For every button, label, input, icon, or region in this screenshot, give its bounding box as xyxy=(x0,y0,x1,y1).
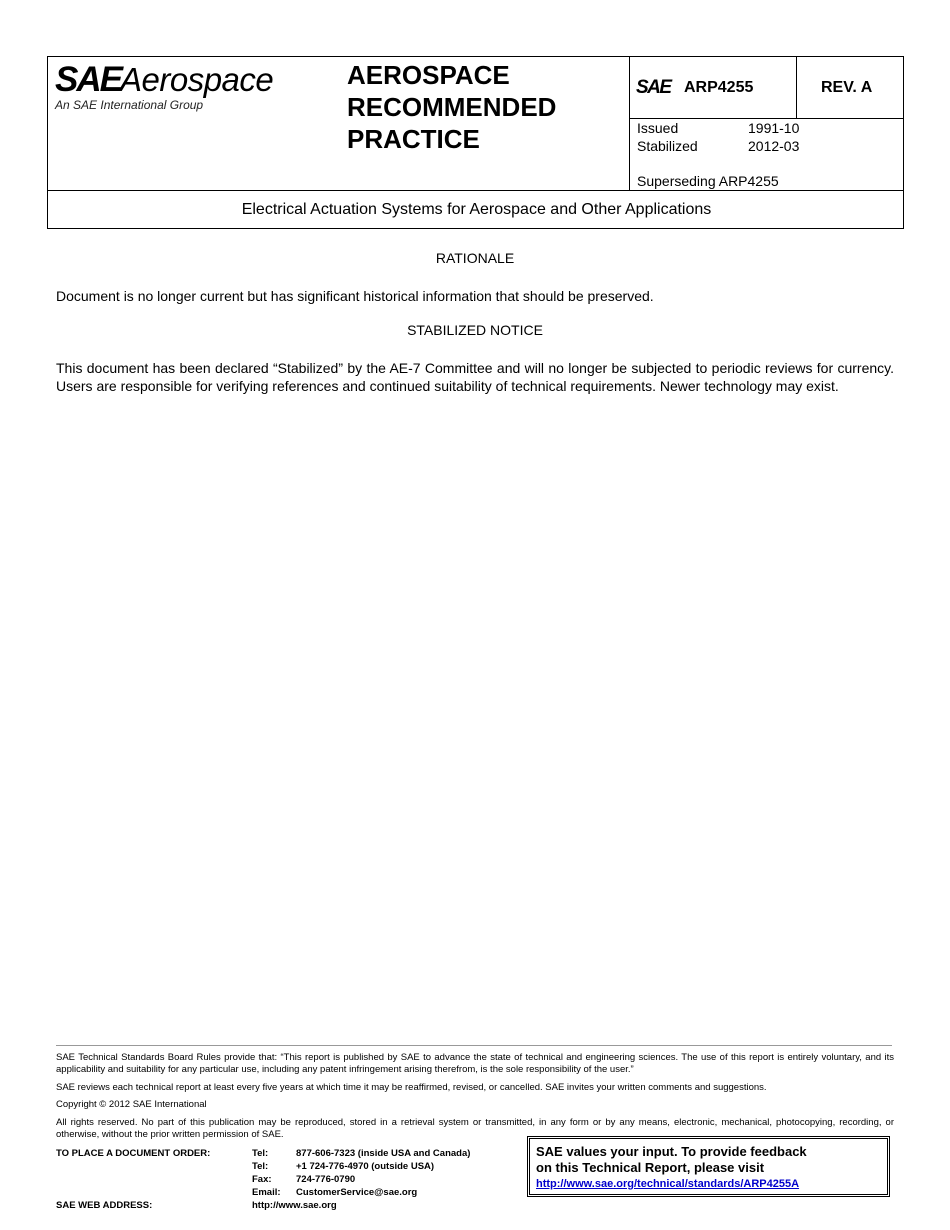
sae-mark-icon: SAE xyxy=(636,77,671,98)
rationale-heading: RATIONALE xyxy=(435,250,515,266)
logo-tagline: An SAE International Group xyxy=(55,98,204,112)
stabilized-label: Stabilized xyxy=(637,138,698,154)
stabilized-notice-text: This document has been declared “Stabilized” by the AE-7 Committee and will no longer be subjected to periodic reviews for currency. Users are responsible for verifying references and continued suitability of technical requirements. Newer technology may exist. xyxy=(56,360,894,394)
email-value: CustomerService@sae.org xyxy=(296,1187,418,1198)
superseding: Superseding ARP4255 xyxy=(637,173,779,189)
doc-type-line: RECOMMENDED xyxy=(347,92,557,122)
feedback-text: SAE values your input. To provide feedback xyxy=(536,1144,807,1159)
revision: REV. A xyxy=(821,79,873,96)
issued-value: 1991-10 xyxy=(748,120,800,136)
tel-label: Tel: xyxy=(252,1161,269,1172)
web-label: SAE WEB ADDRESS: xyxy=(56,1200,153,1211)
fax-value: 724-776-0790 xyxy=(296,1174,356,1185)
rights-text: All rights reserved. No part of this publication may be reproduced, stored in a retrieval system or transmitted, in any form or by any means, electronic, mechanical, photocopying, recording, or otherwise, without the prior written permission of SAE. xyxy=(56,1117,894,1140)
feedback-link[interactable]: http://www.sae.org/technical/standards/ARP4255A xyxy=(536,1178,800,1190)
rules-text: SAE Technical Standards Board Rules provide that: “This report is published by SAE to advance the state of technical and engineering sciences. The use of this report is entirely voluntary, and its applicability and suitability for any particular use, including any patent infringement arising therefrom, is the sole responsibility of the user.” xyxy=(56,1052,894,1075)
doc-type-line: AEROSPACE xyxy=(347,60,510,90)
doc-type-line: PRACTICE xyxy=(347,124,480,154)
tel-label: Tel: xyxy=(252,1148,269,1159)
fax-label: Fax: xyxy=(252,1174,272,1185)
tel-value: 877-606-7323 (inside USA and Canada) xyxy=(296,1148,471,1159)
footer-rule xyxy=(56,1045,892,1046)
date-info xyxy=(637,119,837,155)
web-value: http://www.sae.org xyxy=(252,1200,337,1211)
tel-value: +1 724-776-4970 (outside USA) xyxy=(296,1161,435,1172)
header-table xyxy=(47,56,904,229)
feedback-box xyxy=(527,1136,890,1197)
document-title: Electrical Actuation Systems for Aerospace and Other Applications xyxy=(241,201,712,218)
divider xyxy=(796,57,797,119)
issued-label: Issued xyxy=(637,120,679,136)
logo-sae-text: SAE xyxy=(55,60,121,99)
document-number: ARP4255 xyxy=(684,79,754,96)
order-label: TO PLACE A DOCUMENT ORDER: xyxy=(56,1148,211,1159)
review-text: SAE reviews each technical report at least every five years at which time it may be reaffirmed, revised, or cancelled. SAE invites your written comments and suggestions. xyxy=(56,1082,767,1093)
logo-aerospace-text: Aerospace xyxy=(120,61,274,98)
divider xyxy=(629,57,630,191)
stabilized-value: 2012-03 xyxy=(748,138,800,154)
document-type xyxy=(347,59,617,155)
copyright: Copyright © 2012 SAE International xyxy=(56,1099,207,1110)
email-label: Email: xyxy=(252,1187,281,1198)
rationale-text: Document is no longer current but has significant historical information that should be preserved. xyxy=(56,288,654,304)
sae-aerospace-logo xyxy=(55,61,305,121)
feedback-text: on this Technical Report, please visit xyxy=(536,1160,765,1175)
stabilized-notice-heading: STABILIZED NOTICE xyxy=(407,322,543,338)
